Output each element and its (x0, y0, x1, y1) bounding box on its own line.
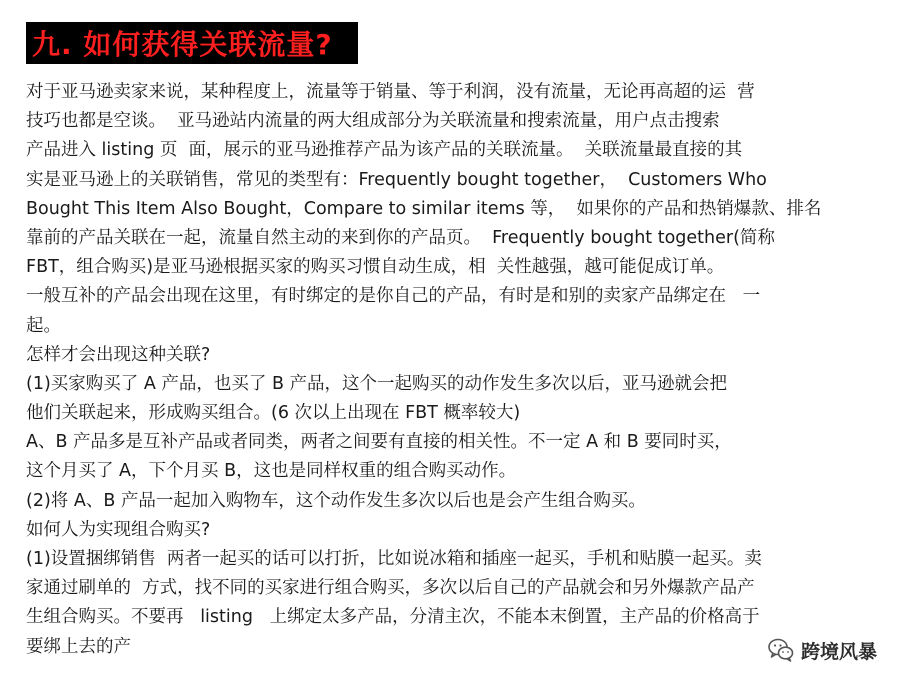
text-line: 靠前的产品关联在一起，流量自然主动的来到你的产品页。 Frequently bought together(简称 (26, 227, 775, 248)
text-line: 这个月买了 A，下个月买 B，这也是同样权重的组合购买动作。 (26, 461, 517, 482)
article-body (26, 78, 876, 662)
text-line: Bought This Item Also Bought，Compare to similar items 等， 如果你的产品和热销爆款、排名 (26, 198, 822, 219)
text-line: 生组合购买。不要再 listing 上绑定太多产品，分清主次，不能本末倒置，主产品的价格高于 (26, 607, 760, 628)
question-heading: 如何人为实现组合购买? (26, 519, 211, 540)
text-line: 实是亚马逊上的关联销售，常见的类型有：Frequently bought together， Customers Who (26, 169, 767, 190)
text-line: 产品进入 listing 页 面，展示的亚马逊推荐产品为该产品的关联流量。 关联流量最直接的其 (26, 140, 743, 161)
wechat-icon (767, 636, 795, 664)
text-line: 起。 (26, 315, 61, 336)
question-heading: 怎样才会出现这种关联? (26, 344, 211, 365)
text-line: (1)设置捆绑销售 两者一起买的话可以打折，比如说冰箱和插座一起买，手机和贴膜一起买。卖 (26, 549, 762, 569)
text-line: FBT，组合购买)是亚马逊根据买家的购买习惯自动生成，相 关性越强，越可能促成订单。 (26, 257, 725, 278)
title-banner (26, 22, 358, 64)
text-line: (2)将 A、B 产品一起加入购物车，这个动作发生多次以后也是会产生组合购买。 (26, 490, 646, 511)
watermark-text: 跨境风暴 (800, 640, 877, 663)
text-line: 一般互补的产品会出现在这里，有时绑定的是你自己的产品，有时是和别的卖家产品绑定在 一 (26, 286, 761, 307)
text-line: 要绑上去的产 (26, 636, 131, 657)
watermark (767, 636, 877, 664)
text-line: 他们关联起来，形成购买组合。(6 次以上出现在 FBT 概率较大) (26, 403, 521, 424)
text-line: 技巧也都是空谈。 亚马逊站内流量的两大组成部分为关联流量和搜索流量，用户点击搜索 (26, 111, 720, 132)
text-line: 家通过刷单的 方式，找不同的买家进行组合购买，多次以后自己的产品就会和另外爆款产品产 (26, 578, 755, 599)
text-line: (1)买家购买了 A 产品，也买了 B 产品，这个一起购买的动作发生多次以后，亚马逊就会把 (26, 373, 728, 394)
section-title: 九. 如何获得关联流量? (32, 28, 333, 61)
text-line: A、B 产品多是互补产品或者同类，两者之间要有直接的相关性。不一定 A 和 B 要同时买， (26, 432, 732, 453)
text-line: 对于亚马逊卖家来说，某种程度上，流量等于销量、等于利润，没有流量，无论再高超的运 营 (26, 82, 755, 102)
